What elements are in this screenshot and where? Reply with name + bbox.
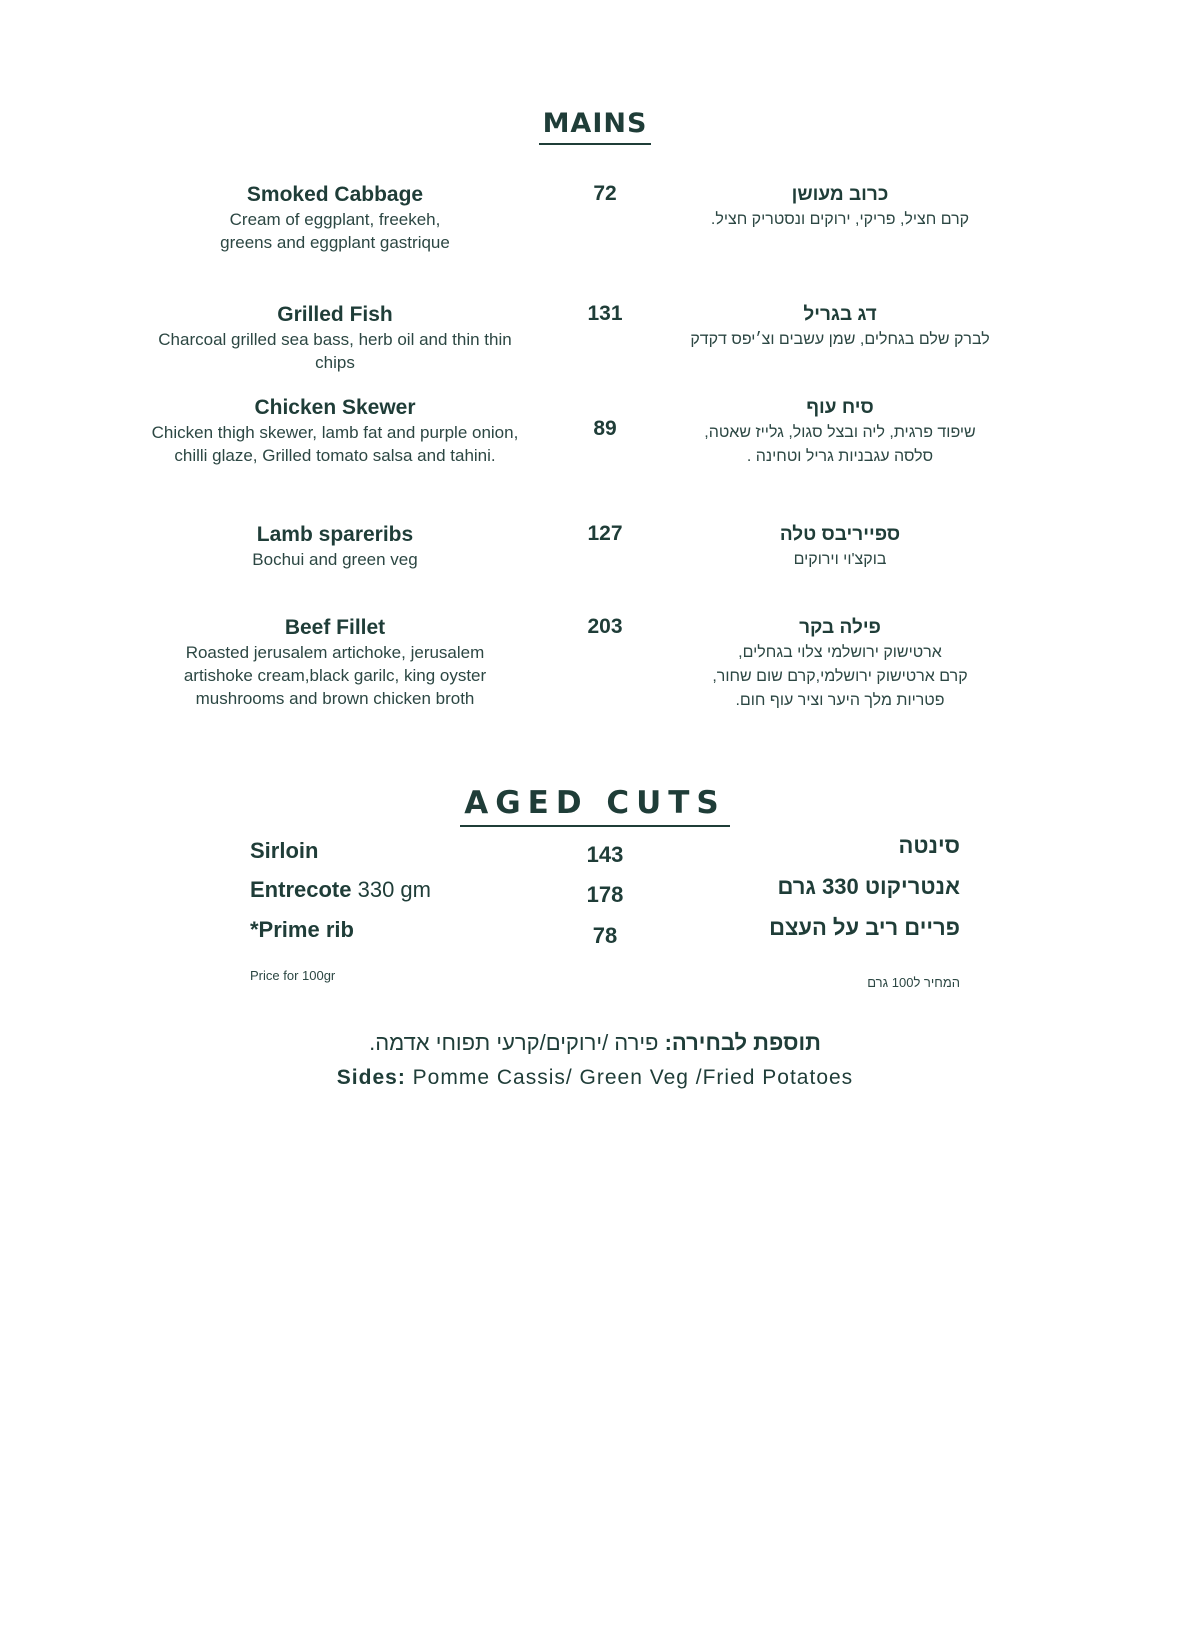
item-desc-he: לברק שלם בגחלים, שמן עשבים וצ׳יפס דקדק bbox=[690, 331, 990, 348]
item-name-he: סיח עוף bbox=[806, 397, 874, 418]
aged-cuts-heading-text: AGED CUTS bbox=[460, 785, 730, 827]
item-price: 131 bbox=[587, 302, 623, 325]
aged-cut-name-en: Sirloin bbox=[250, 838, 319, 863]
sides-label-he: תוספת לבחירה: bbox=[664, 1030, 821, 1055]
sides-text-en: Pomme Cassis/ Green Veg /Fried Potatoes bbox=[405, 1066, 854, 1089]
item-name-he: ספייריבס טלה bbox=[779, 524, 901, 545]
aged-cut-en bbox=[250, 838, 318, 864]
item-en bbox=[140, 615, 530, 710]
aged-cut-name-he: פריים ריב על העצם bbox=[769, 915, 960, 940]
item-en bbox=[140, 302, 530, 374]
aged-cut-price: 143 bbox=[586, 842, 624, 867]
item-he bbox=[690, 615, 990, 713]
item-price: 203 bbox=[587, 615, 623, 638]
item-name-en: Beef Fillet bbox=[284, 616, 386, 639]
item-en bbox=[140, 395, 530, 467]
aged-cut-price: 178 bbox=[586, 882, 624, 907]
item-name-he: כרוב מעושן bbox=[791, 184, 889, 205]
item-he bbox=[690, 302, 990, 352]
item-price: 127 bbox=[587, 522, 623, 545]
item-name-he: פילה בקר bbox=[799, 617, 881, 638]
item-price: 89 bbox=[593, 417, 617, 440]
item-desc-en: Chicken thigh skewer, lamb fat and purple onion, chilli glaze, Grilled tomato salsa and tahini. bbox=[151, 423, 519, 465]
item-he bbox=[690, 395, 990, 469]
item-desc-he: בוקצ'וי וירוקים bbox=[793, 551, 887, 568]
item-desc-he: שיפוד פרגית, ליה ובצל סגול, גלייז שאטה, סלסה עגבניות גריל וטחינה . bbox=[704, 424, 976, 465]
item-en bbox=[140, 522, 530, 571]
mains-heading-text: MAINS bbox=[539, 108, 652, 145]
item-desc-en: Charcoal grilled sea bass, herb oil and thin thin chips bbox=[158, 330, 512, 372]
aged-cut-row bbox=[0, 874, 1190, 913]
aged-cut-row bbox=[0, 917, 1190, 953]
aged-cut-suffix-en: 330 gm bbox=[351, 877, 431, 902]
aged-cut-name-en: *Prime rib bbox=[250, 917, 354, 942]
item-name-en: Smoked Cabbage bbox=[246, 183, 424, 206]
sides-text-he: פירה /ירוקים/קרעי תפוחי אדמה. bbox=[369, 1030, 665, 1055]
mains-heading bbox=[0, 108, 1190, 145]
item-desc-he: קרם חציל, פריקי, ירוקים ונסטריק חציל. bbox=[710, 211, 970, 228]
item-desc-en: Roasted jerusalem artichoke, jerusalem artishoke cream,black garilc, king oyster mushrooms and brown chicken broth bbox=[183, 643, 487, 708]
item-name-en: Chicken Skewer bbox=[254, 396, 416, 419]
item-en bbox=[140, 182, 530, 254]
sides-label-en: Sides: bbox=[336, 1066, 406, 1089]
aged-cut-en bbox=[250, 917, 354, 943]
aged-cuts-heading bbox=[0, 785, 1190, 827]
price-note-en: Price for 100gr bbox=[250, 968, 336, 983]
aged-cut-row bbox=[0, 833, 1190, 874]
price-note-he: המחיר ל100 גרם bbox=[867, 975, 960, 990]
aged-cut-en bbox=[250, 877, 431, 903]
aged-cut-name-he: סינטה bbox=[898, 833, 960, 858]
item-desc-en: Cream of eggplant, freekeh, greens and eggplant gastrique bbox=[220, 210, 450, 252]
item-name-he: דג בגריל bbox=[803, 304, 877, 325]
item-name-en: Grilled Fish bbox=[277, 303, 393, 326]
item-name-en: Lamb spareribs bbox=[256, 523, 414, 546]
item-he bbox=[690, 522, 990, 572]
sides-english bbox=[0, 1066, 1190, 1090]
sides-hebrew bbox=[0, 1030, 1190, 1056]
aged-cut-name-he: אנטריקוט 330 גרם bbox=[777, 874, 960, 899]
item-desc-en: Bochui and green veg bbox=[252, 550, 418, 569]
item-price: 72 bbox=[593, 182, 617, 205]
item-he bbox=[690, 182, 990, 232]
item-desc-he: ארטישוק ירושלמי צלוי בגחלים, קרם ארטישוק ירושלמי,קרם שום שחור, פטריות מלך היער וציר עוף חום. bbox=[712, 644, 968, 709]
aged-cut-name-en: Entrecote bbox=[250, 877, 352, 902]
aged-cut-price: 78 bbox=[592, 923, 618, 948]
